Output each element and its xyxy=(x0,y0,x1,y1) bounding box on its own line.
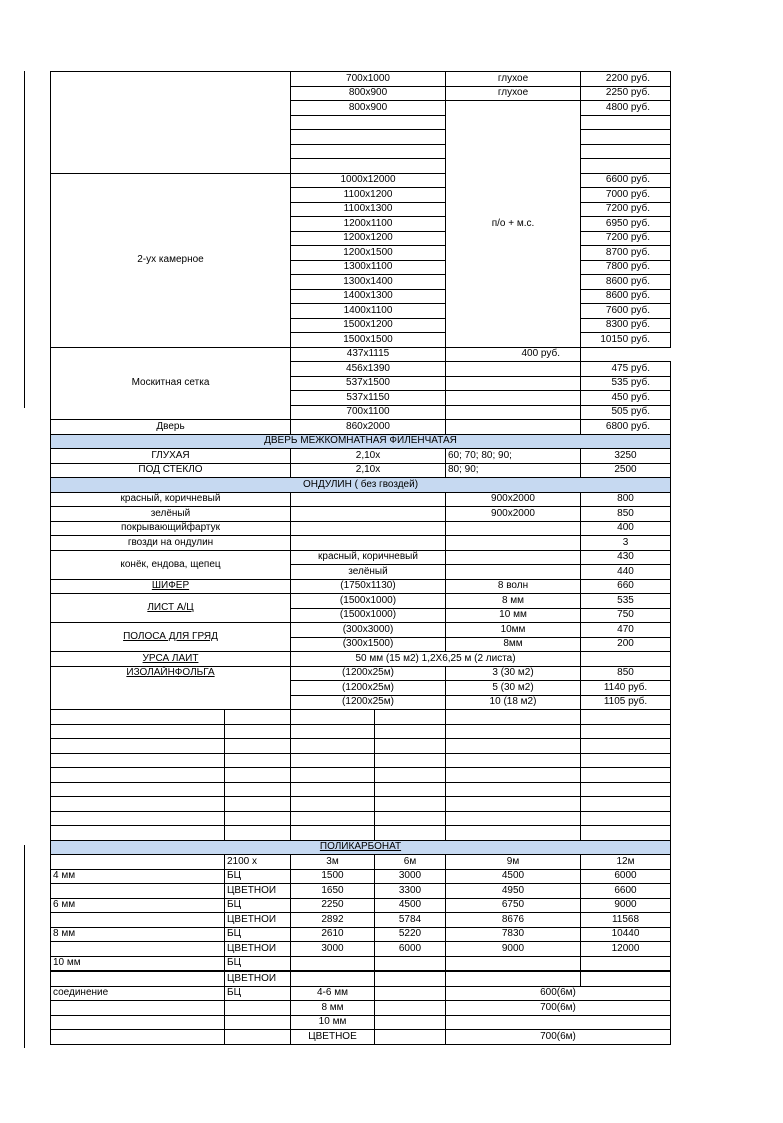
col-header-6m: 6м xyxy=(375,855,446,870)
size-cell: 1100x1200 xyxy=(291,188,446,203)
kind-cell: БЦ xyxy=(225,898,291,913)
name-cell: ПОД СТЕКЛО xyxy=(51,463,291,478)
size-cell: 8 мм xyxy=(291,1001,375,1016)
price-cell: 8600 руб. xyxy=(581,289,671,304)
table-row xyxy=(51,594,671,609)
price-12m: 11568 xyxy=(581,913,671,928)
table-row xyxy=(51,449,671,464)
price-12m: 9000 xyxy=(581,898,671,913)
price-cell: 3250 xyxy=(581,449,671,464)
price-cell: 7800 руб. xyxy=(581,260,671,275)
table-row xyxy=(51,536,671,551)
table-row xyxy=(51,1030,671,1045)
two-chamber-type-cell: п/о + м.с. xyxy=(446,101,581,348)
table-row xyxy=(51,898,671,913)
price-cell: 800 xyxy=(581,492,671,507)
height-cell: 2,10х xyxy=(291,449,446,464)
table-row xyxy=(51,463,671,478)
price-3m: 2892 xyxy=(291,913,375,928)
spec-cell: 8 волн xyxy=(446,579,581,594)
section-header xyxy=(51,478,671,493)
size-cell: (1200x25м) xyxy=(291,695,446,710)
price-cell: 440 xyxy=(581,565,671,580)
size-cell: (1500x1000) xyxy=(291,608,446,623)
spec-cell: 5 (30 м2) xyxy=(446,681,581,696)
two-chamber-label: 2-ух камерное xyxy=(51,173,291,347)
price-6m xyxy=(375,956,446,971)
size-cell: (1200x25м) xyxy=(291,666,446,681)
table-row xyxy=(51,623,671,638)
ursa-value: 50 мм (15 м2) 1,2Х6,25 м (2 листа) xyxy=(291,652,581,667)
empty-row xyxy=(51,710,671,725)
section-header xyxy=(51,840,671,855)
widths-cell: 80; 90; xyxy=(446,463,581,478)
kind-cell: ЦВЕТНОИ xyxy=(225,884,291,899)
base-header: 2100 х xyxy=(225,855,291,870)
price-cell: 400 руб. xyxy=(446,347,581,362)
height-cell: 2,10х xyxy=(291,463,446,478)
thickness-cell xyxy=(51,913,225,928)
margin-line-bottom xyxy=(24,845,25,1048)
size-cell: 1100x1300 xyxy=(291,202,446,217)
size-cell: 1400x1100 xyxy=(291,304,446,319)
interior-door-header: ДВЕРЬ МЕЖКОМНАТНАЯ ФИЛЕНЧАТАЯ xyxy=(51,434,671,449)
price-table xyxy=(50,71,671,1045)
price-3m: 3000 xyxy=(291,942,375,957)
col-header-3m: 3м xyxy=(291,855,375,870)
table-row xyxy=(51,579,671,594)
size-cell: (1200x25м) xyxy=(291,681,446,696)
price-3m xyxy=(291,971,375,986)
price-6m: 6000 xyxy=(375,942,446,957)
table-row xyxy=(51,913,671,928)
price-6m: 5784 xyxy=(375,913,446,928)
thickness-cell xyxy=(51,942,225,957)
kind-cell: ЦВЕТНОИ xyxy=(225,971,291,986)
door-label: Дверь xyxy=(51,420,291,435)
price-cell: 2200 руб. xyxy=(581,72,671,87)
connection-price: 600(6м) xyxy=(446,986,671,1001)
table-row xyxy=(51,927,671,942)
price-3m: 2610 xyxy=(291,927,375,942)
price-cell: 6800 руб. xyxy=(581,420,671,435)
price-cell: 8300 руб. xyxy=(581,318,671,333)
size-cell: 900x2000 xyxy=(446,492,581,507)
size-cell: 537x1150 xyxy=(291,391,446,406)
name-cell: гвозди на ондулин xyxy=(51,536,291,551)
size-cell: 900x2000 xyxy=(446,507,581,522)
size-cell: 800x900 xyxy=(291,101,446,116)
price-12m: 10440 xyxy=(581,927,671,942)
table-row xyxy=(51,492,671,507)
price-9m: 8676 xyxy=(446,913,581,928)
size-cell: 437x1115 xyxy=(291,347,446,362)
price-9m: 9000 xyxy=(446,942,581,957)
name-cell: ГЛУХАЯ xyxy=(51,449,291,464)
table-row xyxy=(51,971,671,986)
price-9m xyxy=(446,956,581,971)
price-cell: 7000 руб. xyxy=(581,188,671,203)
connection-price: 700(6м) xyxy=(446,1001,671,1016)
name-cell: покрывающийфартук xyxy=(51,521,291,536)
price-3m xyxy=(291,956,375,971)
size-cell: 10 мм xyxy=(291,1015,375,1030)
price-cell: 6600 руб. xyxy=(581,173,671,188)
empty-row xyxy=(51,739,671,754)
polycarbonate-header: ПОЛИКАРБОНАТ xyxy=(51,840,671,855)
price-6m xyxy=(375,971,446,986)
table-row xyxy=(51,347,671,362)
price-cell: 470 xyxy=(581,623,671,638)
table-row xyxy=(51,942,671,957)
size-cell: 4-6 мм xyxy=(291,986,375,1001)
price-3m: 1500 xyxy=(291,869,375,884)
empty-row xyxy=(51,782,671,797)
size-cell: (1500x1000) xyxy=(291,594,446,609)
thickness-cell xyxy=(51,884,225,899)
table-row xyxy=(51,1015,671,1030)
table-row xyxy=(51,956,671,971)
price-cell: 475 руб. xyxy=(581,362,671,377)
price-cell: 7200 руб. xyxy=(581,231,671,246)
price-9m: 4500 xyxy=(446,869,581,884)
margin-line-top xyxy=(24,71,25,408)
price-9m xyxy=(446,971,581,986)
price-12m xyxy=(581,971,671,986)
price-cell: 3 xyxy=(581,536,671,551)
size-cell: 800x900 xyxy=(291,86,446,101)
price-12m: 6000 xyxy=(581,869,671,884)
size-cell: 1500x1500 xyxy=(291,333,446,348)
table-row xyxy=(51,550,671,565)
size-cell: (300x3000) xyxy=(291,623,446,638)
kind-cell: БЦ xyxy=(225,927,291,942)
price-cell: 8700 руб. xyxy=(581,246,671,261)
empty-row xyxy=(51,811,671,826)
slate-label: ШИФЕР xyxy=(51,579,291,594)
price-cell: 535 руб. xyxy=(581,376,671,391)
thickness-cell: 10 мм xyxy=(51,956,225,971)
price-9m: 6750 xyxy=(446,898,581,913)
price-12m: 12000 xyxy=(581,942,671,957)
size-cell: 1200x1500 xyxy=(291,246,446,261)
price-cell: 200 xyxy=(581,637,671,652)
price-cell: 6950 руб. xyxy=(581,217,671,232)
size-cell: (300x1500) xyxy=(291,637,446,652)
price-6m: 3300 xyxy=(375,884,446,899)
spec-cell: 3 (30 м2) xyxy=(446,666,581,681)
ridge-label: конёк, ендова, щепец xyxy=(51,550,291,579)
name-cell: красный, коричневый xyxy=(51,492,291,507)
price-cell: 2500 xyxy=(581,463,671,478)
price-6m: 4500 xyxy=(375,898,446,913)
thickness-cell xyxy=(51,971,225,986)
price-9m: 4950 xyxy=(446,884,581,899)
size-cell: 1000x12000 xyxy=(291,173,446,188)
empty-row xyxy=(51,826,671,841)
price-3m: 1650 xyxy=(291,884,375,899)
ondulin-header: ОНДУЛИН ( без гвоздей) xyxy=(51,478,671,493)
price-cell: 8600 руб. xyxy=(581,275,671,290)
spec-cell: 10мм xyxy=(446,623,581,638)
size-cell: 1200x1200 xyxy=(291,231,446,246)
price-cell: 535 xyxy=(581,594,671,609)
size-cell: 700x1000 xyxy=(291,72,446,87)
price-cell: 450 руб. xyxy=(581,391,671,406)
type-cell: глухое xyxy=(446,72,581,87)
size-cell: 1300x1100 xyxy=(291,260,446,275)
price-cell: 400 xyxy=(581,521,671,536)
price-cell: 10150 руб. xyxy=(581,333,671,348)
table-row xyxy=(51,666,671,681)
spec-cell: 10 (18 м2) xyxy=(446,695,581,710)
spec-cell: 8мм xyxy=(446,637,581,652)
izolain-label: ИЗОЛАЙНФОЛЬГА xyxy=(51,666,291,710)
strip-label: ПОЛОСА ДЛЯ ГРЯД xyxy=(51,623,291,652)
price-6m: 5220 xyxy=(375,927,446,942)
price-cell: 7200 руб. xyxy=(581,202,671,217)
widths-cell: 60; 70; 80; 90; xyxy=(446,449,581,464)
price-cell: 660 xyxy=(581,579,671,594)
thickness-cell: 6 мм xyxy=(51,898,225,913)
price-cell: 1140 руб. xyxy=(581,681,671,696)
price-12m: 6600 xyxy=(581,884,671,899)
table-row xyxy=(51,986,671,1001)
connection-label: соединение xyxy=(51,986,225,1001)
price-cell: 505 руб. xyxy=(581,405,671,420)
table-row xyxy=(51,884,671,899)
price-cell: 2250 руб. xyxy=(581,86,671,101)
empty-row xyxy=(51,753,671,768)
table-row xyxy=(51,855,671,870)
empty-row xyxy=(51,768,671,783)
connection-price xyxy=(446,1015,671,1030)
size-cell: ЦВЕТНОЕ xyxy=(291,1030,375,1045)
connection-price: 700(6м) xyxy=(446,1030,671,1045)
table-row xyxy=(51,652,671,667)
table-row xyxy=(51,1001,671,1016)
price-cell: 4800 руб. xyxy=(581,101,671,116)
kind-cell: ЦВЕТНОИ xyxy=(225,913,291,928)
thickness-cell: 4 мм xyxy=(51,869,225,884)
type-cell: глухое xyxy=(446,86,581,101)
table-row xyxy=(51,507,671,522)
price-cell: 850 xyxy=(581,666,671,681)
size-cell: (1750x1130) xyxy=(291,579,446,594)
kind-cell: БЦ xyxy=(225,986,291,1001)
size-cell: 1400x1300 xyxy=(291,289,446,304)
size-cell: 700x1100 xyxy=(291,405,446,420)
empty-row xyxy=(51,724,671,739)
price-cell: 750 xyxy=(581,608,671,623)
size-cell: 537x1500 xyxy=(291,376,446,391)
sheet-label: ЛИСТ А/Ц xyxy=(51,594,291,623)
price-cell: 430 xyxy=(581,550,671,565)
kind-cell: БЦ xyxy=(225,869,291,884)
mosquito-label: Москитная сетка xyxy=(51,347,291,420)
table-row xyxy=(51,72,671,87)
size-cell: 1200x1100 xyxy=(291,217,446,232)
price-cell: 850 xyxy=(581,507,671,522)
price-12m xyxy=(581,956,671,971)
size-cell: 1500x1200 xyxy=(291,318,446,333)
color-cell: красный, коричневый xyxy=(291,550,446,565)
price-9m: 7830 xyxy=(446,927,581,942)
price-cell: 1105 руб. xyxy=(581,695,671,710)
size-cell: 1300x1400 xyxy=(291,275,446,290)
col-header-9m: 9м xyxy=(446,855,581,870)
kind-cell: ЦВЕТНОИ xyxy=(225,942,291,957)
empty-row xyxy=(51,797,671,812)
ursa-label: УРСА ЛАИТ xyxy=(51,652,291,667)
table-row xyxy=(51,420,671,435)
section-header xyxy=(51,434,671,449)
size-cell: 456x1390 xyxy=(291,362,446,377)
kind-cell: БЦ xyxy=(225,956,291,971)
spec-cell: 10 мм xyxy=(446,608,581,623)
table-row xyxy=(51,521,671,536)
name-cell: зелёный xyxy=(51,507,291,522)
size-cell: 860x2000 xyxy=(291,420,446,435)
empty-cell xyxy=(51,72,291,174)
color-cell: зелёный xyxy=(291,565,446,580)
spec-cell: 8 мм xyxy=(446,594,581,609)
price-6m: 3000 xyxy=(375,869,446,884)
col-header-12m: 12м xyxy=(581,855,671,870)
price-cell: 7600 руб. xyxy=(581,304,671,319)
table-row xyxy=(51,869,671,884)
price-3m: 2250 xyxy=(291,898,375,913)
thickness-cell: 8 мм xyxy=(51,927,225,942)
